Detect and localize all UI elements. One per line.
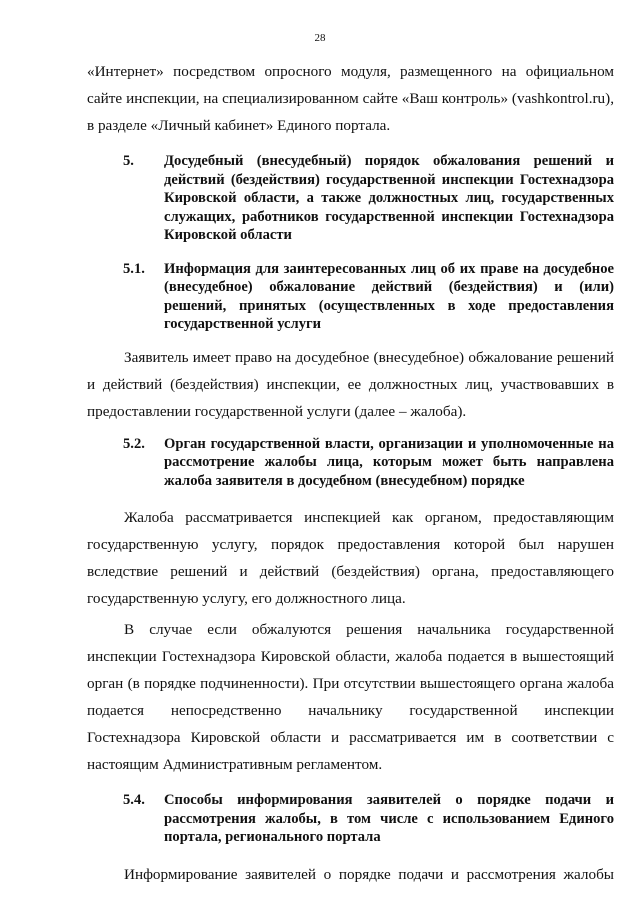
section-number: 5. xyxy=(123,153,134,169)
section-number: 5.4. xyxy=(123,792,145,808)
paragraph-5-2-a: Жалоба рассматривается инспекцией как органом, предоставляющим государственную услугу, порядок предоставления которой был нарушен вследствие решений и действий (бездействия) органа, предоставляющего государственную услугу, его должностного лица. xyxy=(87,509,614,607)
section-heading-5-2 xyxy=(87,435,614,491)
section-heading-5 xyxy=(87,152,614,245)
section-title: Досудебный (внесудебный) порядок обжалования решений и действий (бездействия) государственной инспекции Гостехнадзора Кировской области, а также должностных лиц, государственных служащих, работников государственной инспекции Гостехнадзора Кировской области xyxy=(164,153,614,243)
section-number: 5.1. xyxy=(123,260,145,277)
page-number: 28 xyxy=(314,32,326,44)
section-number: 5.2. xyxy=(123,435,145,452)
section-title: Орган государственной власти, организации и уполномоченные на рассмотрение жалобы лица, которым может быть направлена жалоба заявителя в досудебном (внесудебном) порядке xyxy=(164,435,614,489)
paragraph-5-1: Заявитель имеет право на досудебное (внесудебное) обжалование решений и действий (бездействия) инспекции, ее должностных лиц, участвовавших в предоставлении государственной услуги (далее – жалоба). xyxy=(87,348,614,420)
document-body xyxy=(87,58,614,888)
paragraph-5-4: Информирование заявителей о порядке подачи и рассмотрения жалобы xyxy=(124,865,614,883)
paragraph-5-2-b: В случае если обжалуются решения начальника государственной инспекции Гостехнадзора Кировской области, жалоба подается в вышестоящий орган (в порядке подчиненности). При отсутствии вышестоящего органа жалоба подается непосредственно начальнику государственной инспекции Гостехнадзора Кировской области и рассматривается им в соответствии с настоящим Административным регламентом. xyxy=(87,621,614,773)
section-heading-5-1 xyxy=(87,260,614,334)
section-heading-5-4 xyxy=(87,791,614,847)
section-title: Информация для заинтересованных лиц об их праве на досудебное (внесудебное) обжалование действий (бездействия) и (или) решений, принятых (осуществленных в ходе предоставления государственной услуги xyxy=(164,260,614,332)
paragraph-intro: «Интернет» посредством опросного модуля, размещенного на официальном сайте инспекции, на специализированном сайте «Ваш контроль» (vashkontrol.ru), в разделе «Личный кабинет» Единого портала. xyxy=(87,63,614,134)
section-title: Способы информирования заявителей о порядке подачи и рассмотрения жалобы, в том числе с использованием Единого портала, регионального портала xyxy=(164,792,614,845)
